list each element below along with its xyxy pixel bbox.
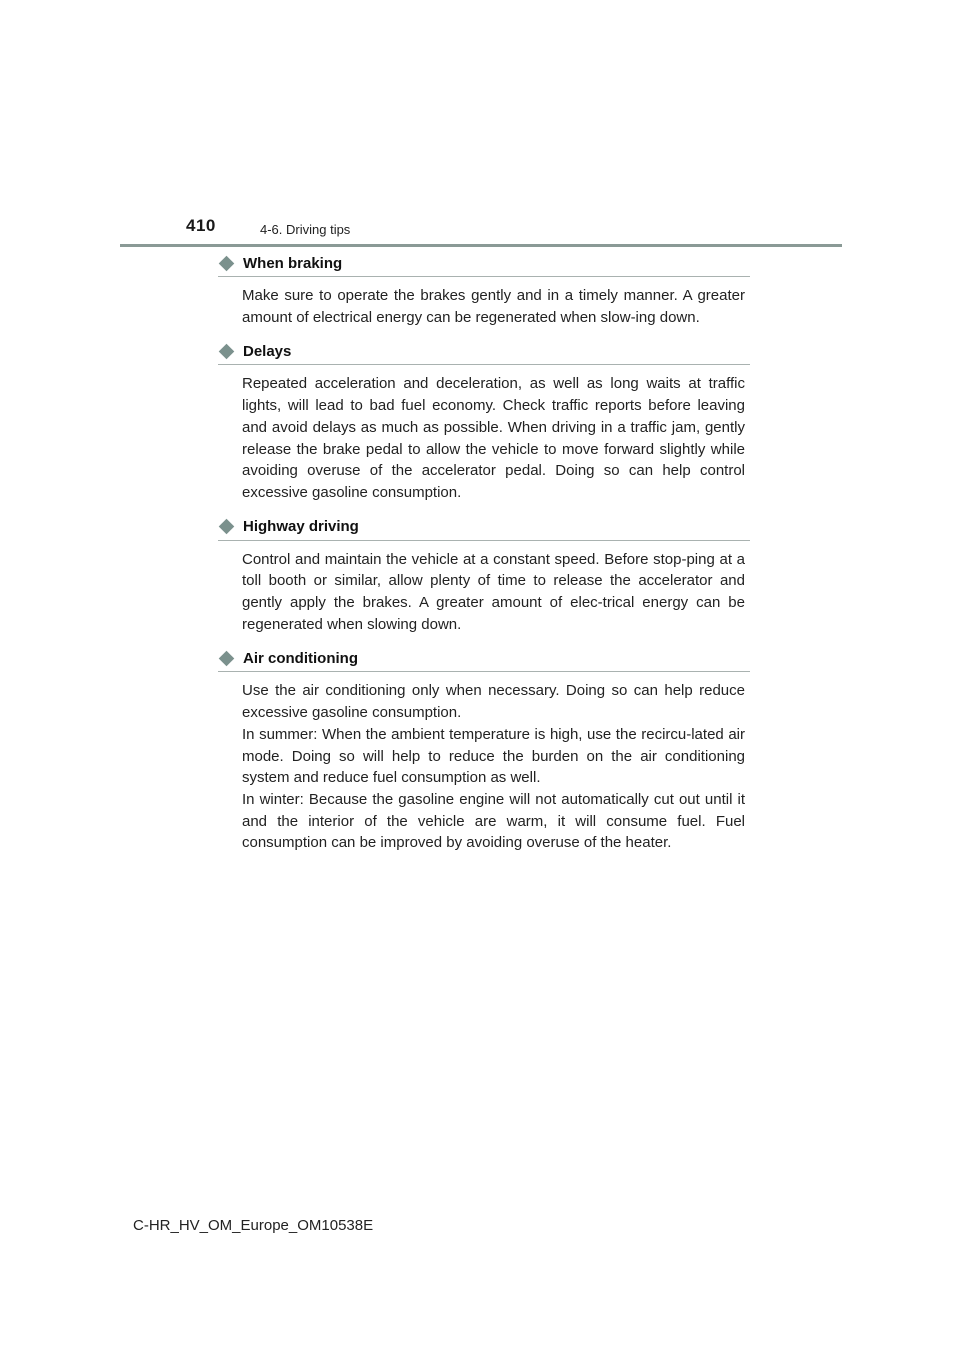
paragraph-text: Make sure to operate the brakes gently and in a timely manner. A greater amount of electrical energy can be regenerated when slow-ing down. [242,287,745,326]
paragraph-text: Control and maintain the vehicle at a constant speed. Before stop-ping at a toll booth or similar, allow plenty of time to release the accelerator and gently apply the brakes. A greater amount of elec-trical energy can be regenerated when slowing down. [242,550,745,633]
section-when-braking [218,252,750,328]
section-heading-row [218,252,750,277]
paragraph-text: In summer: When the ambient temperature is high, use the recircu-lated air mode. Doing so will help to reduce the burden on the air conditioning system and reduce fuel consumption as well. [242,725,745,787]
section-heading-row [218,647,750,672]
page-number: 410 [186,216,216,235]
diamond-bullet-icon [219,651,235,667]
diamond-bullet-icon [219,255,235,271]
section-heading: Air conditioning [243,649,358,667]
paragraph-text: Use the air conditioning only when necessary. Doing so can help reduce excessive gasoline consumption. [242,682,745,722]
section-paragraph [242,680,745,854]
section-paragraph [242,549,745,636]
section-heading-row [218,340,750,365]
section-air-conditioning [218,647,750,854]
section-highway-driving [218,516,750,636]
section-heading-row [218,516,750,541]
page-content [218,252,750,866]
section-heading: Highway driving [243,518,359,536]
document-id: C-HR_HV_OM_Europe_OM10538E [133,1217,374,1234]
section-delays [218,340,750,503]
section-paragraph [242,373,745,503]
paragraph-text: In winter: Because the gasoline engine will not automatically cut out until it and the interior of the vehicle are warm, it will consume fuel. Fuel consumption can be improved by avoiding overuse of the heater. [242,790,745,852]
section-heading: When braking [243,254,343,272]
section-heading: Delays [243,342,292,360]
paragraph-text: Repeated acceleration and deceleration, as well as long waits at traffic lights, will lead to bad fuel economy. Check traffic reports before leaving and avoid delays as much as possible. When driving in a traffic jam, gently release the brake pedal to allow the vehicle to move forward slightly while avoiding overuse of the accelerator pedal. Doing so can help control excessive gasoline consumption. [242,375,745,501]
section-paragraph [242,285,745,328]
section-label: 4-6. Driving tips [260,222,351,237]
header-divider [120,244,842,247]
diamond-bullet-icon [219,344,235,360]
diamond-bullet-icon [219,519,235,535]
